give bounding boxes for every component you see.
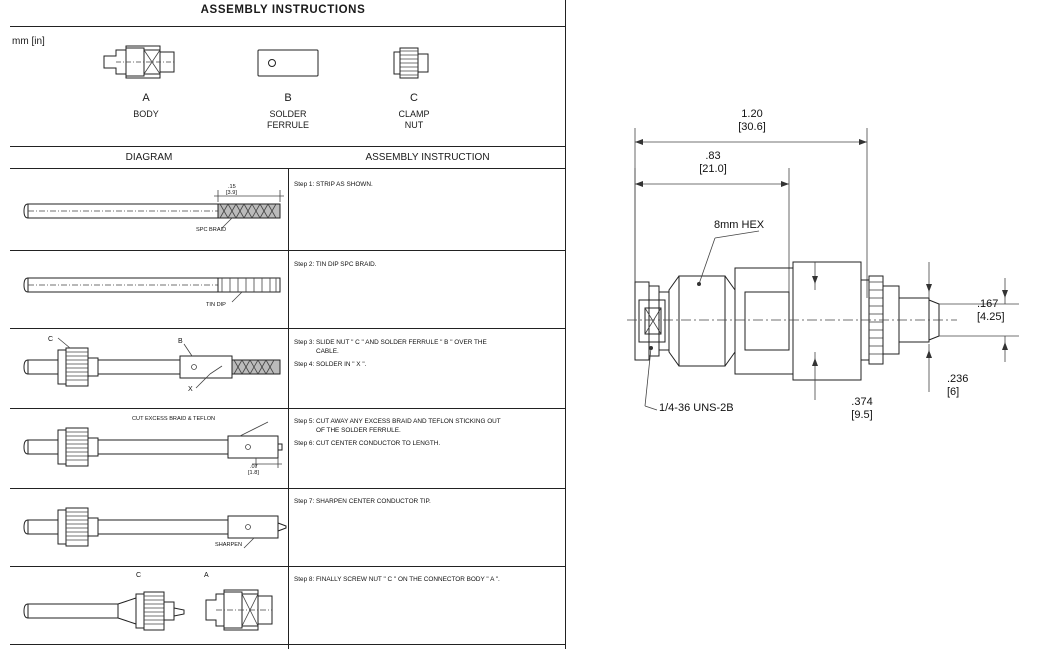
units-label: mm [in]	[12, 36, 45, 47]
hex-callout-label: 8mm HEX	[714, 219, 765, 231]
part-letter: C	[410, 92, 418, 104]
dimension-body-length	[683, 150, 743, 176]
cut-excess-label: CUT EXCESS BRAID & TEFLON	[132, 416, 216, 422]
step-1-text: Step 1: STRIP AS SHOWN.	[294, 181, 373, 188]
divider	[10, 644, 566, 645]
dimension-mm: [9.5]	[851, 409, 873, 421]
divider	[10, 146, 566, 147]
sma-connector-assembly-drawing	[567, 0, 1042, 649]
step-4-text: Step 4: SOLDER IN " X ".	[294, 361, 367, 368]
divider	[10, 250, 566, 251]
dim-label: .15	[228, 184, 236, 190]
dimension-inch: .167	[977, 298, 999, 310]
page-title: ASSEMBLY INSTRUCTIONS	[200, 4, 366, 16]
column-header-instruction: ASSEMBLY INSTRUCTION	[365, 152, 490, 163]
braid-label: SPC BRAID	[196, 227, 227, 233]
divider	[10, 26, 566, 27]
dimension-overall-length	[722, 108, 782, 134]
part-name: BODY	[133, 109, 159, 119]
dimension-mm: [6]	[947, 386, 960, 398]
step-3-text: Step 3: SLIDE NUT " C " AND SOLDER FERRULE " B " OVER THE	[294, 339, 487, 346]
label-c: C	[136, 572, 142, 579]
part-name-line2: NUT	[404, 120, 424, 130]
cable-stripped-icon	[10, 170, 288, 248]
dimension-mm: [4.25]	[977, 311, 1005, 323]
part-letter: B	[284, 92, 292, 104]
part-b	[238, 38, 338, 131]
step-2-text: Step 2: TIN DIP SPC BRAID.	[294, 261, 377, 268]
dimension-mm: [21.0]	[699, 163, 727, 175]
part-name-line1: SOLDER	[269, 109, 307, 119]
sharpen-label: SHARPEN	[215, 542, 243, 548]
row-1-diagram	[10, 170, 288, 248]
dimension-pin-diameter	[977, 298, 1033, 324]
label-b: B	[178, 338, 183, 345]
clamp-nut-icon	[364, 38, 464, 88]
dimension-pin-length	[947, 373, 1001, 399]
dimension-inch: .236	[947, 373, 969, 385]
connector-drawing-panel	[567, 0, 1042, 649]
label-a: A	[204, 572, 209, 579]
dimension-inch: .83	[705, 150, 721, 162]
row-6-diagram	[10, 568, 288, 644]
column-header-diagram: DIAGRAM	[125, 152, 173, 163]
row-5-diagram	[10, 490, 288, 564]
step-6-text: Step 6: CUT CENTER CONDUCTOR TO LENGTH.	[294, 440, 441, 447]
dimension-inch: .374	[851, 396, 873, 408]
dim-label: [1.8]	[248, 470, 259, 476]
part-c	[364, 38, 464, 131]
dim-label: .07	[250, 464, 258, 470]
part-a	[96, 38, 196, 120]
row-2-diagram	[10, 252, 288, 326]
divider	[10, 488, 566, 489]
dim-label: [3.9]	[226, 190, 237, 196]
dimension-inch: 1.20	[741, 108, 763, 120]
step-3-text-cont: CABLE.	[316, 348, 339, 355]
final-assembly-icon	[10, 568, 288, 644]
step-8-text: Step 8: FINALLY SCREW NUT " C " ON THE CONNECTOR BODY " A ".	[294, 576, 500, 583]
part-name-line2: FERRULE	[266, 120, 309, 130]
part-name-line1: CLAMP	[398, 109, 430, 119]
step-5-text: Step 5: CUT AWAY ANY EXCESS BRAID AND TEFLON STICKING OUT	[294, 418, 501, 425]
solder-ferrule-icon	[238, 38, 338, 88]
tin-dip-label: TIN DIP	[206, 302, 226, 308]
divider	[10, 566, 566, 567]
dimension-rear-diameter	[835, 396, 889, 422]
step-5-text-cont: OF THE SOLDER FERRULE.	[316, 427, 401, 434]
label-x: X	[188, 386, 193, 393]
thread-callout-label: 1/4-36 UNS-2B	[659, 402, 734, 414]
sharpened-tip-icon	[10, 490, 288, 564]
connector-body-icon	[96, 38, 196, 88]
divider	[10, 328, 566, 329]
divider	[10, 408, 566, 409]
cable-tinned-icon	[10, 252, 288, 326]
label-c: C	[48, 336, 54, 343]
part-letter: A	[142, 92, 150, 104]
step-7-text: Step 7: SHARPEN CENTER CONDUCTOR TIP.	[294, 498, 431, 505]
dimension-mm: [30.6]	[738, 121, 766, 133]
